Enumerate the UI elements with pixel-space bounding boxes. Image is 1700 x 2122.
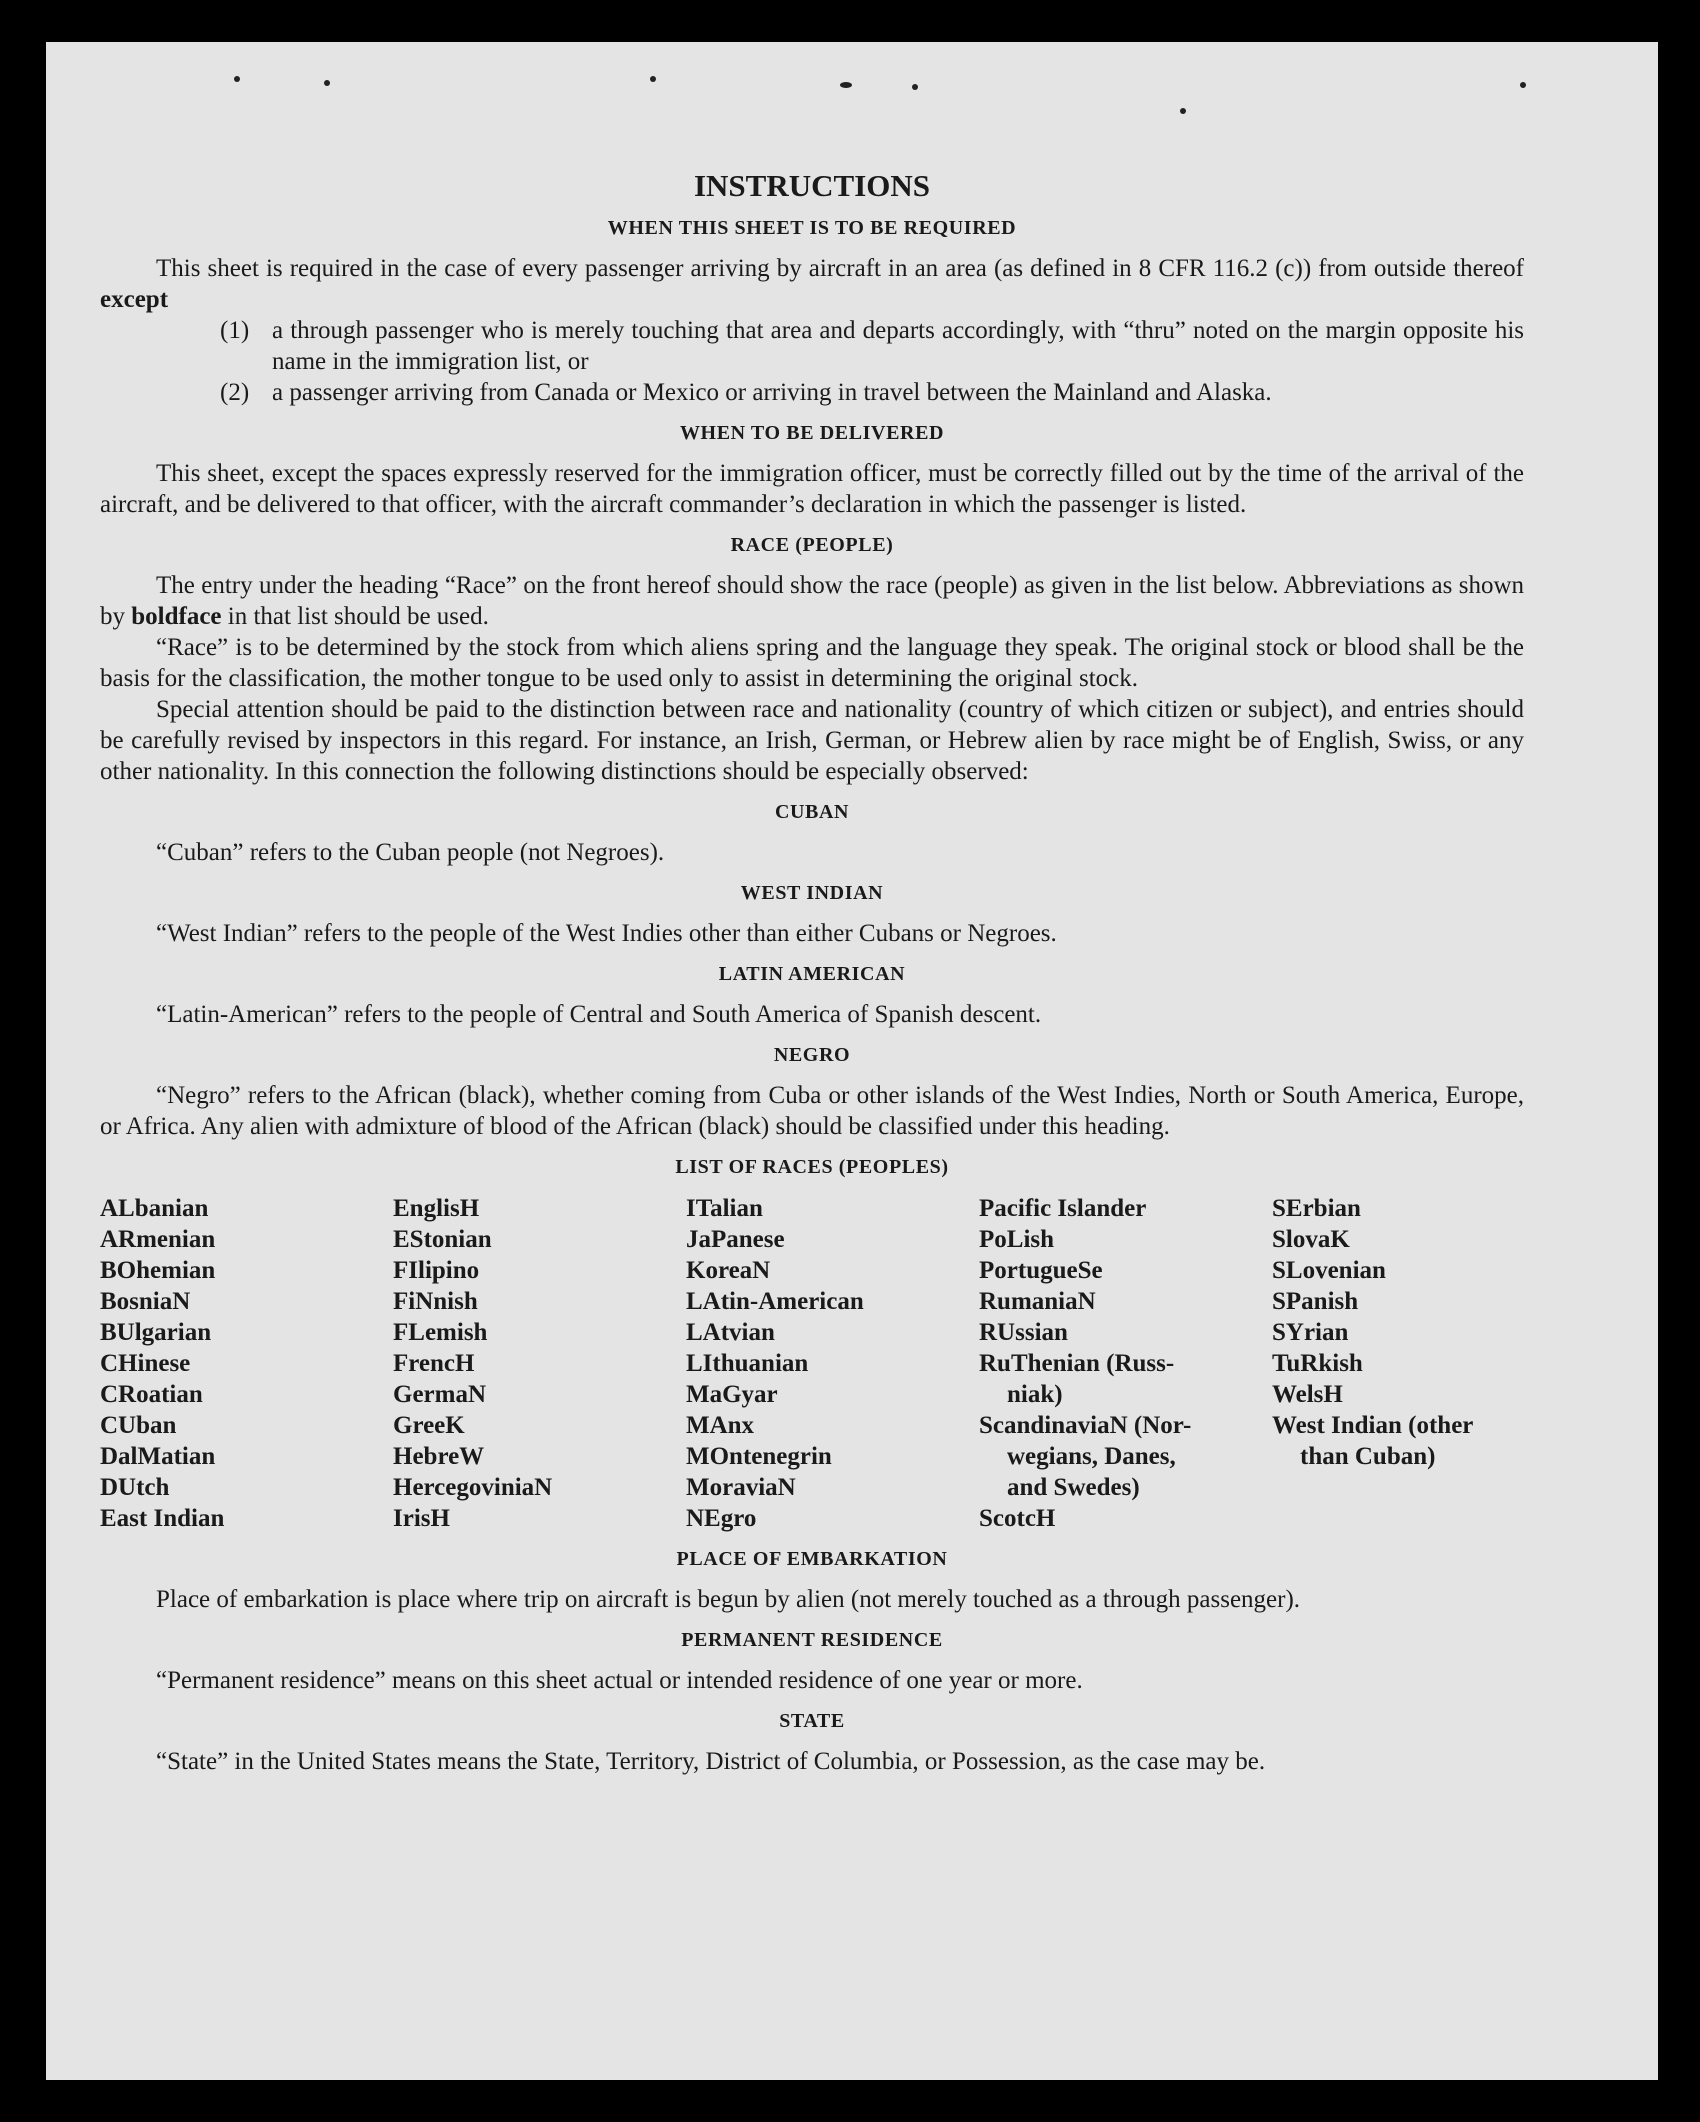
race-entry: Pacific Islander	[979, 1195, 1147, 1222]
scan-speck	[324, 80, 330, 86]
list-item	[220, 315, 1524, 377]
race-entry: EnglisH	[393, 1195, 480, 1222]
race-entry: RuThenian (Russ-	[979, 1350, 1175, 1377]
race-entry: IrisH	[393, 1505, 450, 1532]
state-text: “State” in the United States means the State, Territory, District of Columbia, or Possession, as the case may be.	[156, 1748, 1266, 1775]
list-item	[220, 377, 1524, 408]
race-entry: EStonian	[393, 1226, 492, 1253]
required-intro	[100, 253, 1524, 315]
race-entry: PortugueSe	[979, 1257, 1103, 1284]
race-entry: SLovenian	[1272, 1257, 1386, 1284]
scan-speck	[840, 82, 852, 88]
race-p1-bold: boldface	[131, 603, 222, 630]
race-entry: SYrian	[1272, 1319, 1349, 1346]
race-entry: FiNnish	[393, 1288, 478, 1315]
race-entry: CHinese	[100, 1350, 191, 1377]
heading-place-of-embarkation: PLACE OF EMBARKATION	[676, 1548, 948, 1570]
race-entry: KoreaN	[686, 1257, 771, 1284]
scan-speck	[1520, 82, 1526, 88]
race-entry-continued: than Cuban)	[1300, 1443, 1436, 1470]
race-paragraph-2: “Race” is to be determined by the stock from which aliens spring and the language they speak. The original stock or blood shall be the basis for the classification, the mother tongue to be used only to assist in determining the original stock.	[100, 634, 1524, 692]
item-number: (1)	[220, 317, 250, 344]
race-entry: HercegoviniaN	[393, 1474, 553, 1501]
heading-cuban: CUBAN	[774, 801, 850, 823]
race-entry: GreeK	[393, 1412, 465, 1439]
race-entry: SErbian	[1272, 1195, 1361, 1222]
item-number: (2)	[220, 379, 250, 406]
race-entry: ARmenian	[100, 1226, 216, 1253]
race-entry: West Indian (other	[1272, 1412, 1474, 1439]
race-entry: DalMatian	[100, 1443, 216, 1470]
race-entry: LAtin-American	[686, 1288, 864, 1315]
required-intro-text: This sheet is required in the case of every passenger arriving by aircraft in an area (as defined in 8 CFR 116.2 (c)) from outside thereof	[156, 255, 1524, 282]
residence-text: “Permanent residence” means on this sheet actual or intended residence of one year or more.	[156, 1667, 1083, 1694]
races-list	[100, 1193, 1524, 1534]
west-indian-text: “West Indian” refers to the people of the West Indies other than either Cubans or Negroes.	[156, 920, 1057, 947]
race-entry-continued: niak)	[1007, 1381, 1063, 1408]
race-entry: ScandinaviaN (Nor-	[979, 1412, 1192, 1439]
delivered-text: This sheet, except the spaces expressly reserved for the immigration officer, must be correctly filled out by the time of the arrival of the aircraft, and be delivered to that officer, with the aircraft commander’s declaration in which the passenger is listed.	[100, 460, 1524, 518]
race-entry: NEgro	[686, 1505, 757, 1532]
instructions-body	[100, 170, 1524, 1777]
race-entry: FLemish	[393, 1319, 488, 1346]
race-entry: ScotcH	[979, 1505, 1056, 1532]
race-entry: RUssian	[979, 1319, 1068, 1346]
races-column-5	[1272, 1193, 1524, 1534]
race-entry: FIlipino	[393, 1257, 480, 1284]
race-entry-continued: wegians, Danes,	[1007, 1443, 1176, 1470]
race-entry: PoLish	[979, 1226, 1055, 1253]
race-entry: WelsH	[1272, 1381, 1343, 1408]
heading-when-required: WHEN THIS SHEET IS TO BE REQUIRED	[607, 217, 1017, 239]
race-entry: DUtch	[100, 1474, 170, 1501]
race-entry: BosniaN	[100, 1288, 191, 1315]
page-title: INSTRUCTIONS	[693, 168, 930, 203]
heading-negro: NEGRO	[773, 1044, 851, 1066]
scan-speck	[1180, 108, 1186, 114]
negro-text: “Negro” refers to the African (black), whether coming from Cuba or other islands of the West Indies, North or South America, Europe, or Africa. Any alien with admixture of blood of the African (black) should be classified under this heading.	[100, 1082, 1524, 1140]
race-entry: MAnx	[686, 1412, 755, 1439]
race-entry: JaPanese	[686, 1226, 785, 1253]
races-column-4	[979, 1193, 1272, 1534]
race-entry: MOntenegrin	[686, 1443, 832, 1470]
race-entry: MoraviaN	[686, 1474, 796, 1501]
document-page	[46, 42, 1658, 2080]
race-entry: ALbanian	[100, 1195, 209, 1222]
race-entry: BUlgarian	[100, 1319, 212, 1346]
race-paragraph-3: Special attention should be paid to the distinction between race and nationality (country of which citizen or subject), and entries should be carefully revised by inspectors in this regard. For instance, an Irish, German, or Hebrew alien by race might be of English, Swiss, or any other nationality. In this connection the following distinctions should be especially observed:	[100, 696, 1524, 785]
scan-speck	[912, 84, 918, 90]
item-text: a through passenger who is merely touching that area and departs accordingly, with “thru” noted on the margin opposite his name in the immigration list, or	[272, 317, 1524, 375]
races-column-3	[686, 1193, 979, 1534]
race-entry: East Indian	[100, 1505, 225, 1532]
race-entry: CRoatian	[100, 1381, 203, 1408]
race-entry: SPanish	[1272, 1288, 1359, 1315]
heading-latin-american: LATIN AMERICAN	[718, 963, 906, 985]
scan-speck	[234, 76, 240, 82]
heading-list-of-races: LIST OF RACES (PEOPLES)	[675, 1156, 949, 1178]
race-paragraph-1	[100, 570, 1524, 632]
race-p1-end: in that list should be used.	[227, 603, 489, 630]
race-entry: SlovaK	[1272, 1226, 1350, 1253]
heading-permanent-residence: PERMANENT RESIDENCE	[681, 1629, 943, 1651]
races-column-2	[393, 1193, 686, 1534]
heading-west-indian: WEST INDIAN	[740, 882, 884, 904]
race-entry: MaGyar	[686, 1381, 778, 1408]
race-p1-start: The entry under the heading “Race” on the front hereof should show the race (people) as given in the list below. Abbreviations as shown by	[100, 572, 1524, 630]
latin-american-text: “Latin-American” refers to the people of Central and South America of Spanish descent.	[156, 1001, 1042, 1028]
race-entry: RumaniaN	[979, 1288, 1096, 1315]
race-entry: CUban	[100, 1412, 177, 1439]
race-entry: LAtvian	[686, 1319, 775, 1346]
embarkation-text: Place of embarkation is place where trip on aircraft is begun by alien (not merely touched as a through passenger).	[156, 1586, 1301, 1613]
races-column-1	[100, 1193, 393, 1534]
race-entry: GermaN	[393, 1381, 487, 1408]
required-intro-except: except	[100, 286, 169, 313]
heading-race: RACE (PEOPLE)	[730, 534, 894, 556]
heading-when-delivered: WHEN TO BE DELIVERED	[679, 422, 945, 444]
race-entry: HebreW	[393, 1443, 485, 1470]
race-entry: ITalian	[686, 1195, 763, 1222]
cuban-text: “Cuban” refers to the Cuban people (not Negroes).	[156, 839, 665, 866]
scan-speck	[650, 76, 656, 82]
race-entry-continued: and Swedes)	[1007, 1474, 1140, 1501]
race-entry: TuRkish	[1272, 1350, 1363, 1377]
race-entry: FrencH	[393, 1350, 475, 1377]
heading-state: STATE	[779, 1710, 845, 1732]
item-text: a passenger arriving from Canada or Mexico or arriving in travel between the Mainland and Alaska.	[272, 379, 1272, 406]
race-entry: BOhemian	[100, 1257, 216, 1284]
race-entry: LIthuanian	[686, 1350, 809, 1377]
